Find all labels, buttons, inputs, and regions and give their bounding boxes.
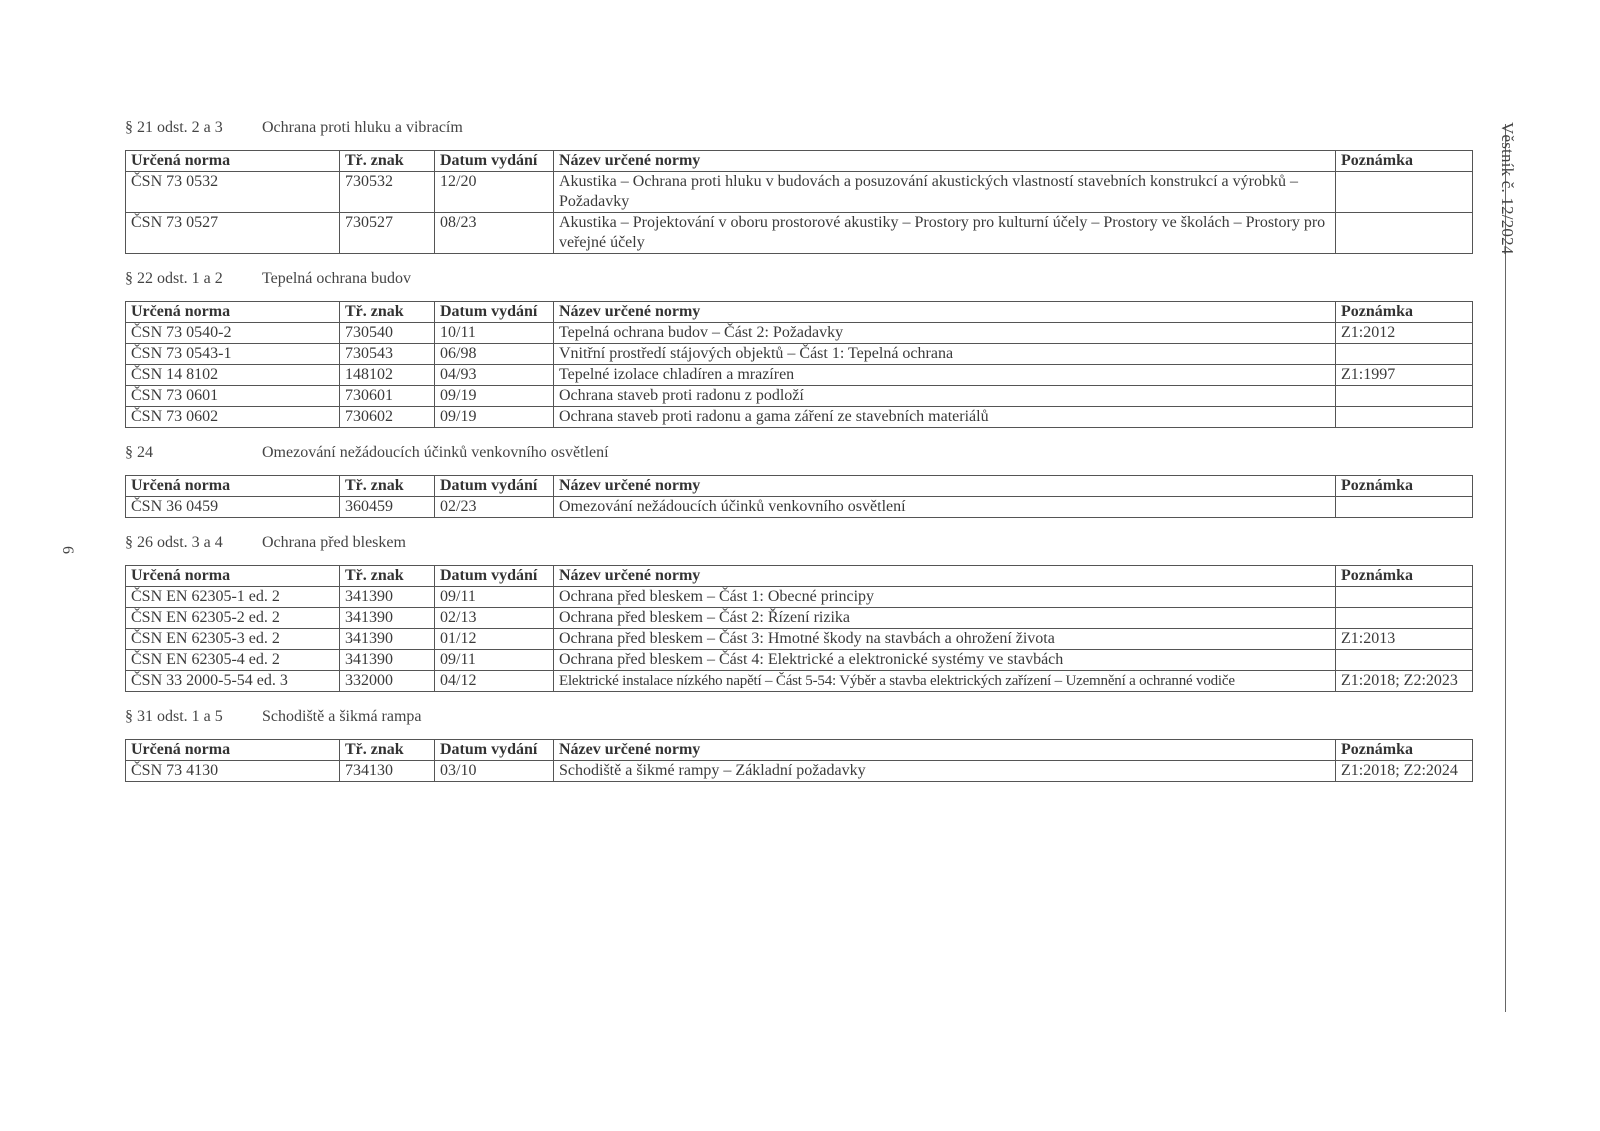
cell-datum: 06/98 [435, 344, 554, 365]
cell-norma: ČSN 73 0601 [126, 386, 340, 407]
side-divider-line [1505, 124, 1506, 1012]
section-heading [125, 533, 1472, 553]
cell-norma: ČSN 73 0543-1 [126, 344, 340, 365]
cell-norma: ČSN EN 62305-4 ed. 2 [126, 650, 340, 671]
cell-nazev: Vnitřní prostředí stájových objektů – Část 1: Tepelná ochrana [554, 344, 1336, 365]
table-row [126, 587, 1473, 608]
header-datum: Datum vydání [435, 151, 554, 172]
cell-datum: 01/12 [435, 629, 554, 650]
header-norma: Určená norma [126, 566, 340, 587]
cell-nazev: Ochrana staveb proti radonu z podloží [554, 386, 1336, 407]
cell-datum: 10/11 [435, 323, 554, 344]
cell-znak: 730540 [340, 323, 435, 344]
cell-znak: 341390 [340, 608, 435, 629]
cell-datum: 09/19 [435, 407, 554, 428]
cell-nazev: Ochrana před bleskem – Část 3: Hmotné škody na stavbách a ohrožení života [554, 629, 1336, 650]
header-znak: Tř. znak [340, 151, 435, 172]
header-nazev: Název určené normy [554, 566, 1336, 587]
section-outdoor-lighting [125, 443, 1472, 518]
section-title: Tepelná ochrana budov [262, 270, 412, 287]
cell-datum: 09/11 [435, 650, 554, 671]
cell-poznamka [1336, 386, 1473, 407]
section-paragraph: § 26 odst. 3 a 4 [125, 534, 223, 551]
cell-poznamka [1336, 587, 1473, 608]
table-row [126, 365, 1473, 386]
cell-poznamka: Z1:1997 [1336, 365, 1473, 386]
table-row [126, 172, 1473, 213]
document-body [125, 118, 1472, 797]
cell-znak: 730601 [340, 386, 435, 407]
header-nazev: Název určené normy [554, 302, 1336, 323]
section-paragraph: § 31 odst. 1 a 5 [125, 708, 223, 725]
table-row [126, 344, 1473, 365]
header-datum: Datum vydání [435, 740, 554, 761]
section-stairs-ramp [125, 707, 1472, 782]
cell-datum: 09/11 [435, 587, 554, 608]
header-norma: Určená norma [126, 302, 340, 323]
table-row [126, 213, 1473, 254]
cell-norma: ČSN 73 0532 [126, 172, 340, 213]
header-datum: Datum vydání [435, 476, 554, 497]
header-nazev: Název určené normy [554, 151, 1336, 172]
section-noise-protection [125, 118, 1472, 254]
cell-znak: 341390 [340, 629, 435, 650]
norms-table [125, 565, 1473, 692]
cell-poznamka: Z1:2018; Z2:2024 [1336, 761, 1473, 782]
header-znak: Tř. znak [340, 302, 435, 323]
cell-poznamka [1336, 407, 1473, 428]
cell-poznamka [1336, 497, 1473, 518]
norms-table [125, 150, 1473, 254]
cell-nazev: Akustika – Projektování v oboru prostorové akustiky – Prostory pro kulturní účely – Prostory ve školách – Prostory pro veřejné účely [554, 213, 1336, 254]
cell-poznamka [1336, 650, 1473, 671]
section-title: Ochrana proti hluku a vibracím [262, 119, 463, 136]
section-heading [125, 707, 1472, 727]
cell-nazev: Ochrana před bleskem – Část 1: Obecné principy [554, 587, 1336, 608]
table-row [126, 629, 1473, 650]
table-row [126, 608, 1473, 629]
header-poznamka: Poznámka [1336, 740, 1473, 761]
cell-norma: ČSN 14 8102 [126, 365, 340, 386]
cell-norma: ČSN 33 2000-5-54 ed. 3 [126, 671, 340, 692]
cell-znak: 730602 [340, 407, 435, 428]
cell-norma: ČSN 73 4130 [126, 761, 340, 782]
table-row [126, 407, 1473, 428]
cell-poznamka: Z1:2012 [1336, 323, 1473, 344]
cell-nazev: Schodiště a šikmé rampy – Základní požadavky [554, 761, 1336, 782]
cell-norma: ČSN 73 0602 [126, 407, 340, 428]
section-heading [125, 443, 1472, 463]
section-lightning-protection [125, 533, 1472, 692]
cell-datum: 04/12 [435, 671, 554, 692]
header-nazev: Název určené normy [554, 740, 1336, 761]
table-header-row [126, 302, 1473, 323]
cell-norma: ČSN 73 0540-2 [126, 323, 340, 344]
norms-table [125, 301, 1473, 428]
section-heading [125, 269, 1472, 289]
table-row [126, 761, 1473, 782]
header-norma: Určená norma [126, 476, 340, 497]
table-row [126, 650, 1473, 671]
cell-znak: 360459 [340, 497, 435, 518]
table-header-row [126, 151, 1473, 172]
norms-table [125, 475, 1473, 518]
header-znak: Tř. znak [340, 740, 435, 761]
cell-nazev: Tepelné izolace chladíren a mrazíren [554, 365, 1336, 386]
page-number: 6 [59, 546, 76, 554]
section-paragraph: § 21 odst. 2 a 3 [125, 119, 223, 136]
cell-datum: 02/13 [435, 608, 554, 629]
cell-datum: 03/10 [435, 761, 554, 782]
section-paragraph: § 24 [125, 444, 153, 461]
cell-nazev: Ochrana staveb proti radonu a gama záření ze stavebních materiálů [554, 407, 1336, 428]
cell-nazev: Elektrické instalace nízkého napětí – Část 5-54: Výběr a stavba elektrických zařízení – Uzemnění a ochranné vodiče [554, 671, 1336, 692]
table-row [126, 323, 1473, 344]
cell-znak: 148102 [340, 365, 435, 386]
cell-norma: ČSN EN 62305-1 ed. 2 [126, 587, 340, 608]
cell-norma: ČSN EN 62305-2 ed. 2 [126, 608, 340, 629]
section-title: Schodiště a šikmá rampa [262, 708, 422, 725]
cell-nazev: Omezování nežádoucích účinků venkovního osvětlení [554, 497, 1336, 518]
header-nazev: Název určené normy [554, 476, 1336, 497]
header-norma: Určená norma [126, 740, 340, 761]
cell-poznamka: Z1:2018; Z2:2023 [1336, 671, 1473, 692]
section-paragraph: § 22 odst. 1 a 2 [125, 270, 223, 287]
cell-norma: ČSN 73 0527 [126, 213, 340, 254]
cell-norma: ČSN 36 0459 [126, 497, 340, 518]
cell-znak: 734130 [340, 761, 435, 782]
header-poznamka: Poznámka [1336, 476, 1473, 497]
cell-znak: 341390 [340, 587, 435, 608]
cell-nazev: Ochrana před bleskem – Část 2: Řízení rizika [554, 608, 1336, 629]
cell-nazev: Ochrana před bleskem – Část 4: Elektrické a elektronické systémy ve stavbách [554, 650, 1336, 671]
header-znak: Tř. znak [340, 566, 435, 587]
cell-poznamka: Z1:2013 [1336, 629, 1473, 650]
header-norma: Určená norma [126, 151, 340, 172]
section-title: Ochrana před bleskem [262, 534, 406, 551]
table-header-row [126, 740, 1473, 761]
header-datum: Datum vydání [435, 302, 554, 323]
cell-norma: ČSN EN 62305-3 ed. 2 [126, 629, 340, 650]
header-znak: Tř. znak [340, 476, 435, 497]
cell-datum: 08/23 [435, 213, 554, 254]
cell-znak: 730527 [340, 213, 435, 254]
section-heading [125, 118, 1472, 138]
table-row [126, 497, 1473, 518]
header-poznamka: Poznámka [1336, 566, 1473, 587]
cell-znak: 730532 [340, 172, 435, 213]
section-title: Omezování nežádoucích účinků venkovního osvětlení [262, 444, 609, 461]
cell-datum: 09/19 [435, 386, 554, 407]
header-poznamka: Poznámka [1336, 302, 1473, 323]
cell-datum: 12/20 [435, 172, 554, 213]
cell-datum: 04/93 [435, 365, 554, 386]
header-datum: Datum vydání [435, 566, 554, 587]
table-row [126, 671, 1473, 692]
journal-issue-header: Věstník č. 12/2024 [1498, 122, 1517, 255]
cell-znak: 341390 [340, 650, 435, 671]
cell-nazev: Tepelná ochrana budov – Část 2: Požadavky [554, 323, 1336, 344]
cell-nazev: Akustika – Ochrana proti hluku v budovách a posuzování akustických vlastností stavebních konstrukcí a výrobků – Požadavky [554, 172, 1336, 213]
norms-table [125, 739, 1473, 782]
table-header-row [126, 476, 1473, 497]
cell-poznamka [1336, 172, 1473, 213]
cell-poznamka [1336, 344, 1473, 365]
header-poznamka: Poznámka [1336, 151, 1473, 172]
table-header-row [126, 566, 1473, 587]
table-row [126, 386, 1473, 407]
cell-znak: 730543 [340, 344, 435, 365]
cell-poznamka [1336, 608, 1473, 629]
cell-znak: 332000 [340, 671, 435, 692]
cell-poznamka [1336, 213, 1473, 254]
section-thermal-protection [125, 269, 1472, 428]
cell-datum: 02/23 [435, 497, 554, 518]
